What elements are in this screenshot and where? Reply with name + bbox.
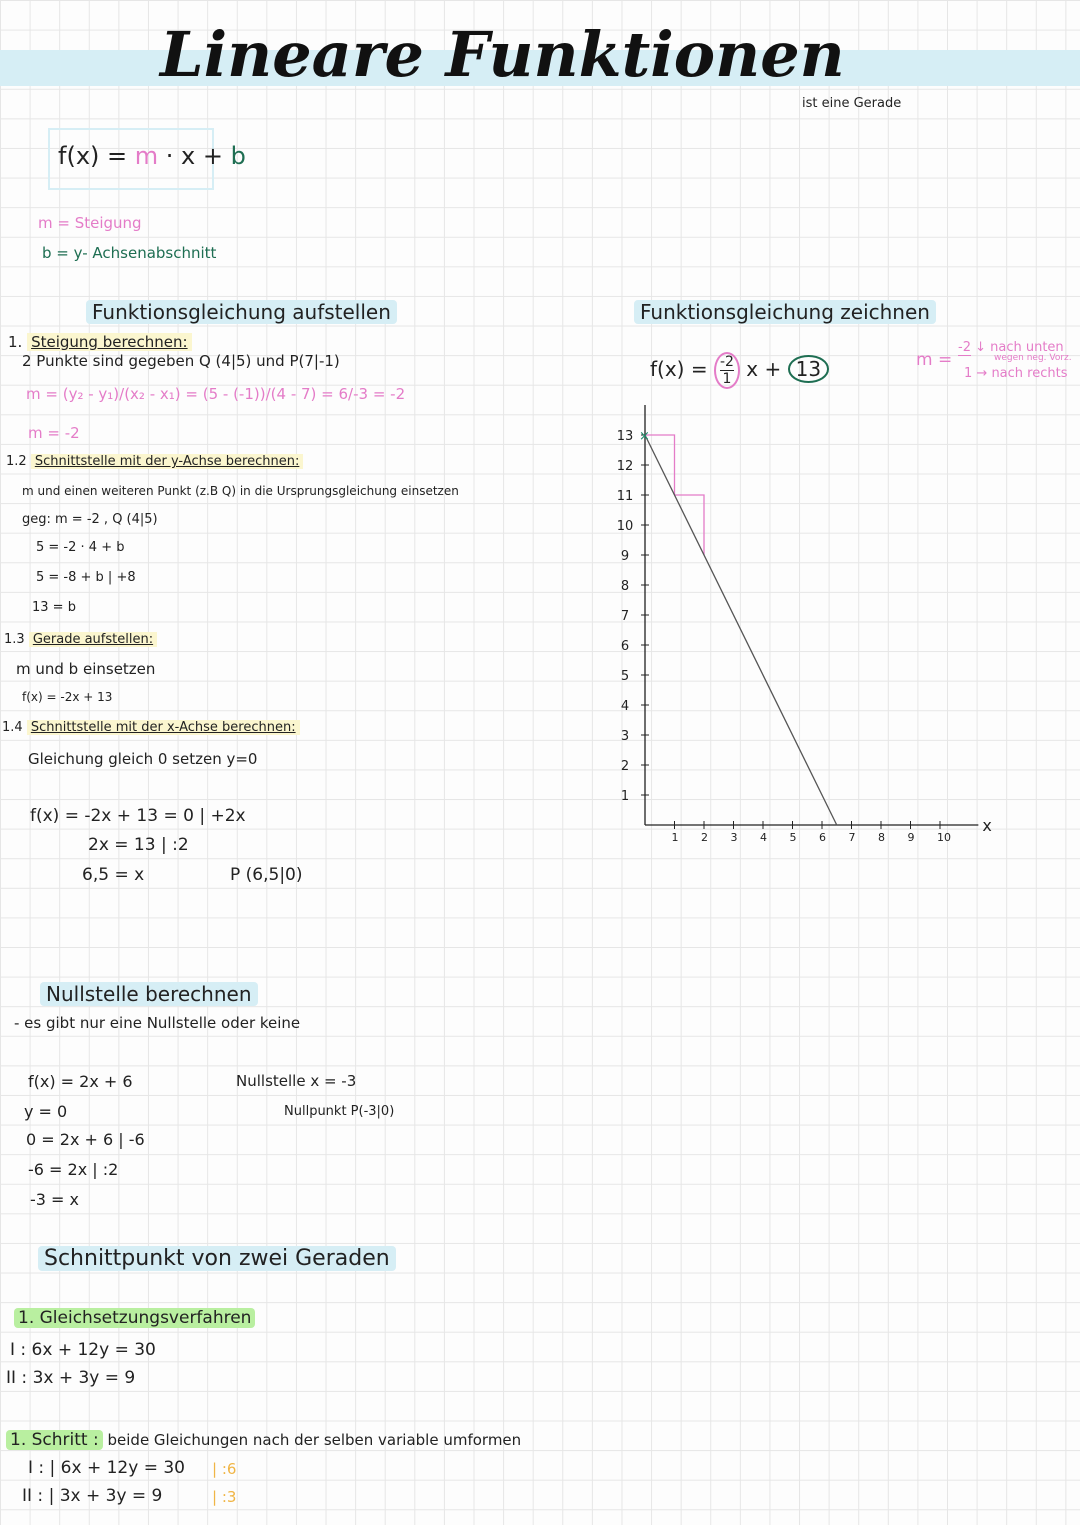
s1-title: Steigung berechnen:: [27, 333, 192, 351]
step-op1: | :6: [212, 1460, 237, 1478]
note-right: → nach rechts: [976, 366, 1068, 381]
s2-text: m und einen weiteren Punkt (z.B Q) in die Ursprungsgleichung einsetzen: [22, 484, 459, 498]
s2-title: Schnittstelle mit der y-Achse berechnen:: [31, 454, 304, 469]
x-axis-label: x: [982, 816, 992, 835]
eq-num: -2: [719, 354, 734, 370]
legend-m: m = Steigung: [38, 214, 142, 232]
y-tick-label: 7: [620, 609, 630, 624]
s4-line3: 6,5 = x: [82, 865, 145, 885]
x-tick-label: 10: [937, 831, 951, 844]
s4-line1: f(x) = -2x + 13 = 0 | +2x: [30, 806, 246, 826]
s3-result: f(x) = -2x + 13: [22, 690, 113, 704]
x-tick-label: 2: [701, 831, 708, 844]
y-tick-label: 9: [620, 549, 630, 564]
formula-b: b: [230, 142, 246, 170]
s4-text: Gleichung gleich 0 setzen y=0: [28, 750, 258, 768]
formula-fx: f(x) =: [58, 142, 128, 170]
y-intercept-marker: ×: [639, 429, 650, 444]
x-tick-label: 6: [819, 831, 826, 844]
s3-title: Gerade aufstellen:: [29, 632, 157, 647]
m-note: m =: [916, 350, 953, 370]
ns-result2: Nullpunkt P(-3|0): [284, 1104, 395, 1119]
nullstelle-heading: Nullstelle berechnen: [40, 982, 258, 1006]
eq-x: x +: [746, 357, 782, 381]
ns-result1: Nullstelle x = -3: [236, 1072, 357, 1090]
s4-title: Schnittstelle mit der x-Achse berechnen:: [27, 720, 300, 735]
s1-calc: m = (y₂ - y₁)/(x₂ - x₁) = (5 - (-1))/(4 - 7) = 6/-3 = -2: [26, 385, 406, 403]
left-heading: Funktionsgleichung aufstellen: [86, 300, 397, 324]
x-tick-label: 1: [671, 831, 679, 844]
eq-den: 1: [722, 371, 732, 387]
s1-given: 2 Punkte sind gegeben Q (4|5) und P(7|-1): [22, 352, 340, 370]
x-tick-label: 3: [730, 831, 738, 844]
s1-result: m = -2: [28, 424, 80, 442]
right-heading: Funktionsgleichung zeichnen: [634, 300, 936, 324]
y-tick-label: 2: [620, 759, 630, 774]
sp-eq1: I : 6x + 12y = 30: [10, 1340, 156, 1360]
s2-line3: 13 = b: [32, 600, 76, 615]
s2-line2: 5 = -8 + b | +8: [36, 570, 136, 585]
note-down: ↓ nach unten: [975, 340, 1064, 355]
ns-line3: 0 = 2x + 6 | -6: [26, 1130, 145, 1149]
s2-num: 1.2: [6, 454, 27, 469]
note-sign: wegen neg. Vorz.: [994, 353, 1072, 363]
y-tick-label: 4: [620, 699, 630, 714]
schnittpunkt-heading: Schnittpunkt von zwei Geraden: [38, 1246, 396, 1271]
s4-line2: 2x = 13 | :2: [88, 835, 189, 855]
y-tick-label: 10: [616, 519, 634, 534]
y-tick-label: 5: [620, 669, 630, 684]
y-tick-label: 12: [616, 459, 634, 474]
s1-num: 1.: [8, 333, 23, 351]
y-tick-label: 6: [620, 639, 630, 654]
x-tick-label: 9: [907, 831, 915, 844]
formula-x: · x +: [165, 142, 223, 170]
m-note-num: -2: [958, 340, 971, 355]
ns-line2: y = 0: [24, 1102, 68, 1121]
step-text: beide Gleichungen nach der selben variable umformen: [107, 1431, 522, 1449]
step-op2: | :3: [212, 1488, 237, 1506]
y-tick-label: 3: [620, 729, 630, 744]
formula-m: m: [134, 142, 159, 170]
y-tick-label: 13: [616, 429, 634, 444]
y-tick-label: 1: [620, 789, 630, 804]
step-eq2: II : | 3x + 3y = 9: [22, 1486, 163, 1506]
eq-b: 13: [788, 355, 829, 383]
page-title: Lineare Funktionen: [160, 18, 845, 91]
ns-line4: -6 = 2x | :2: [28, 1160, 119, 1179]
subtitle-note: ist eine Gerade: [802, 96, 902, 111]
s2-line1: 5 = -2 · 4 + b: [36, 540, 125, 555]
s4-point: P (6,5|0): [230, 865, 303, 885]
x-tick-label: 7: [848, 831, 856, 844]
nullstelle-note: - es gibt nur eine Nullstelle oder keine: [14, 1014, 301, 1032]
x-tick-label: 4: [760, 831, 767, 844]
ns-line1: f(x) = 2x + 6: [28, 1072, 133, 1091]
s3-text: m und b einsetzen: [16, 660, 156, 678]
eq-fx: f(x) =: [650, 357, 708, 381]
ns-line5: -3 = x: [30, 1190, 79, 1209]
y-tick-label: 8: [620, 579, 630, 594]
step-eq1: I : | 6x + 12y = 30: [28, 1458, 185, 1478]
x-tick-label: 8: [878, 831, 885, 844]
s4-num: 1.4: [2, 720, 23, 735]
function-line: [645, 435, 837, 825]
s2-given: geg: m = -2 , Q (4|5): [22, 512, 158, 527]
method-label: 1. Gleichsetzungsverfahren: [14, 1308, 255, 1328]
step-label: 1. Schritt :: [6, 1430, 103, 1450]
s3-num: 1.3: [4, 632, 25, 647]
legend-b: b = y- Achsenabschnitt: [42, 244, 217, 262]
sp-eq2: II : 3x + 3y = 9: [6, 1368, 136, 1388]
m-note-den: 1: [964, 366, 973, 381]
x-tick-label: 5: [789, 831, 797, 844]
y-tick-label: 11: [616, 489, 634, 504]
